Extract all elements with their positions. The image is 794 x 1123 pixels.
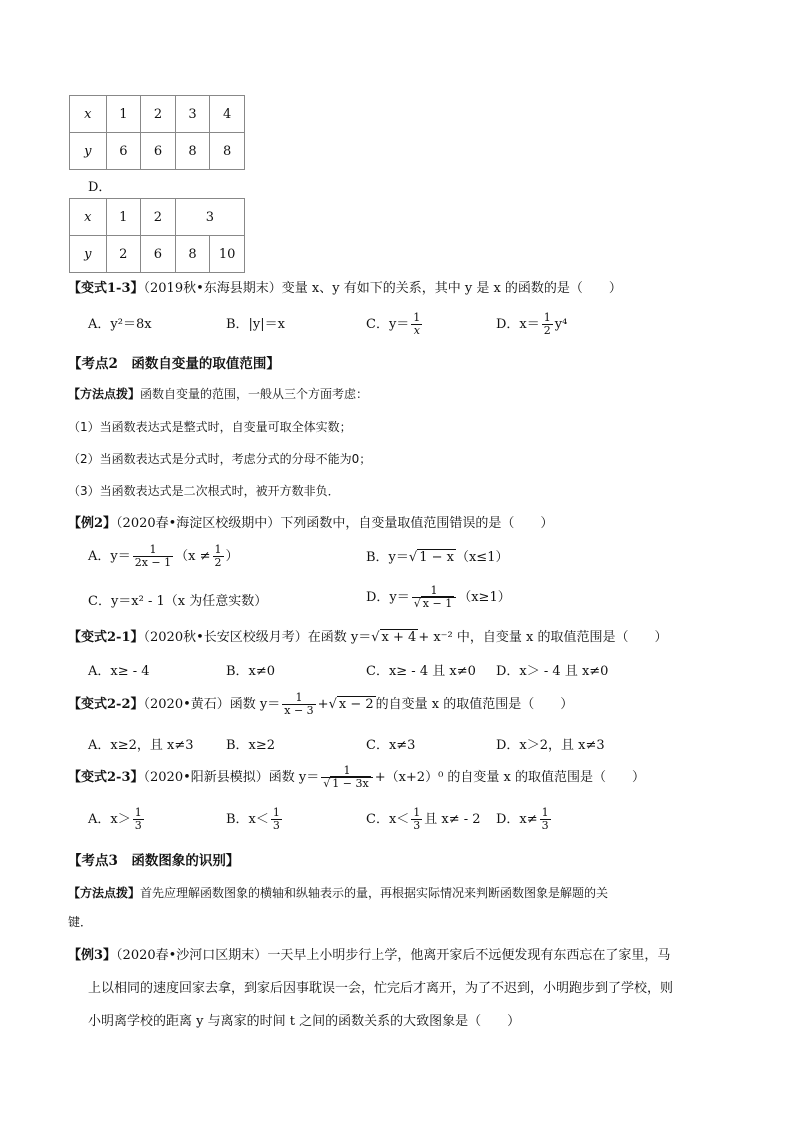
question-2-2: 【变式2-2】（2020•黄石）函数 y＝ $\frac{1}{x - 3}$ +√ x − 2 的自变量 x 的取值范围是（ ） xyxy=(68,691,574,717)
question-2-3: 【变式2-3】（2020•阳新县模拟）函数 y＝ $\frac{1}{√ 1 - 3x}$ +（x+2）⁰ 的自变量 x 的取值范围是（ ） xyxy=(68,764,646,790)
question-tag: 【变式2-2】 xyxy=(68,697,144,712)
question-2-3-options xyxy=(88,804,648,836)
option-a: A．y＝ $\frac{1}{2x - 1}$ （x ≠ $\frac{1}{2}$ ） xyxy=(88,543,239,569)
table-cell: 4 xyxy=(210,96,245,133)
table-cell: 8 xyxy=(175,133,210,170)
question-source: （2020秋•长安区校级月考） xyxy=(143,630,308,645)
option-d-label: D． xyxy=(88,180,112,195)
question-stem: 下列函数中，自变量取值范围错误的是（ ） xyxy=(280,516,554,531)
question-source: （2020•阳新县模拟） xyxy=(143,770,269,785)
method-tag: 【方法点拨】 xyxy=(68,886,141,900)
table-cell: 6 xyxy=(106,133,141,170)
question-tag: 【变式2-3】 xyxy=(68,770,144,785)
table-cell: 3 xyxy=(175,96,210,133)
method-tip xyxy=(68,884,608,901)
table-cell: 3 xyxy=(175,199,244,236)
question-1-3 xyxy=(68,277,622,296)
question-2-1-options xyxy=(88,660,648,680)
example-3 xyxy=(68,944,670,963)
table-cell: 1 xyxy=(106,199,141,236)
table-row xyxy=(70,96,245,133)
method-item: （1）当函数表达式是整式时，自变量可取全体实数； xyxy=(68,420,352,434)
table-cell: 8 xyxy=(175,236,210,273)
section-title-point-3: 【考点3 函数图象的识别】 xyxy=(68,853,240,869)
table-row xyxy=(70,199,245,236)
option-b: B．x≠0 xyxy=(226,664,276,679)
table-cell: y xyxy=(70,133,107,170)
option-a: A．x≥2，且 x≠3 xyxy=(88,738,194,753)
question-source: （2019秋•东海县期末） xyxy=(143,281,282,296)
option-d: D．y＝ $\frac{1}{√ x - 1}$ （x≥1） xyxy=(366,584,511,610)
question-source: （2020•黄石） xyxy=(143,697,230,712)
example-3-line-2: 上以相同的速度回家去拿，到家后因事耽误一会，忙完后才离开，为了不迟到，小明跑步到了学校，则 xyxy=(88,981,674,996)
option-b: B．x＜ $\frac{1}{3}$ xyxy=(226,806,280,832)
table-row xyxy=(70,236,245,273)
method-text: 函数自变量的范围，一般从三个方面考虑： xyxy=(140,387,369,401)
option-c: C．x＜ $\frac{1}{3}$ 且 x≠ - 2 xyxy=(366,806,481,832)
table-cell: 2 xyxy=(141,199,176,236)
option-c: C．y＝ $\frac{1}{x}$ xyxy=(366,311,421,337)
option-c: C．y＝x² - 1（x 为任意实数） xyxy=(88,594,268,609)
table-cell: 6 xyxy=(141,133,176,170)
table-option-c xyxy=(69,95,245,170)
question-2-1: 【变式2-1】（2020秋•长安区校级月考）在函数 y＝√ x + 4 + x⁻² 中，自变量 x 的取值范围是（ ） xyxy=(68,630,668,645)
option-a: A．x≥ - 4 xyxy=(88,664,150,679)
option-b: B．y＝√ 1 − x （x≤1） xyxy=(366,550,509,565)
question-tag: 【变式2-1】 xyxy=(68,630,144,645)
question-stem: 变量 x、y 有如下的关系，其中 y 是 x 的函数的是（ ） xyxy=(281,281,622,296)
table-cell: x xyxy=(70,96,107,133)
question-source: （2020春•沙河口区期末） xyxy=(116,948,268,963)
option-b: B．x≥2 xyxy=(226,738,276,753)
option-c: C．x≥ - 4 且 x≠0 xyxy=(366,664,476,679)
method-item: （3）当函数表达式是二次根式时，被开方数非负． xyxy=(68,484,340,498)
example-2 xyxy=(68,512,553,531)
question-stem: 一天早上小明步行上学，他离开家后不远便发现有东西忘在了家里，马 xyxy=(267,948,671,963)
table-cell: 2 xyxy=(141,96,176,133)
example-3-line-3: 小明离学校的距离 y 与离家的时间 t 之间的函数关系的大致图象是（ ） xyxy=(88,1014,521,1029)
method-item: （2）当函数表达式是分式时，考虑分式的分母不能为0； xyxy=(68,452,372,466)
method-tag: 【方法点拨】 xyxy=(68,387,141,401)
question-tag: 【例3】 xyxy=(68,948,117,963)
method-text: 首先应理解函数图象的横轴和纵轴表示的量，再根据实际情况来判断函数图象是解题的关 xyxy=(140,886,609,900)
method-text-continued: 键． xyxy=(68,915,93,929)
table-cell: x xyxy=(70,199,107,236)
option-d: D．x＞2，且 x≠3 xyxy=(496,738,605,753)
option-a: A．x＞ $\frac{1}{3}$ xyxy=(88,806,142,832)
table-cell: 2 xyxy=(106,236,141,273)
option-b: B．|y|＝x xyxy=(226,317,285,332)
method-tip xyxy=(68,385,368,402)
table-cell: 6 xyxy=(141,236,176,273)
table-cell: 10 xyxy=(210,236,245,273)
table-option-d xyxy=(69,198,245,273)
table-cell: 8 xyxy=(210,133,245,170)
option-c: C．x≠3 xyxy=(366,738,416,753)
question-2-2-options xyxy=(88,734,648,754)
table-cell: 1 xyxy=(106,96,141,133)
option-a: A．y²＝8x xyxy=(88,317,152,332)
table-cell: y xyxy=(70,236,107,273)
option-d: D．x＞ - 4 且 x≠0 xyxy=(496,664,609,679)
section-title-point-2: 【考点2 函数自变量的取值范围】 xyxy=(68,356,280,372)
option-d: D．x≠ $\frac{1}{3}$ xyxy=(496,806,549,832)
question-tag: 【变式1-3】 xyxy=(68,281,144,296)
question-tag: 【例2】 xyxy=(68,516,117,531)
table-row xyxy=(70,133,245,170)
question-source: （2020春•海淀区校级期中） xyxy=(116,516,281,531)
option-d: D．x＝ $\frac{1}{2}$ y⁴ xyxy=(496,311,568,337)
